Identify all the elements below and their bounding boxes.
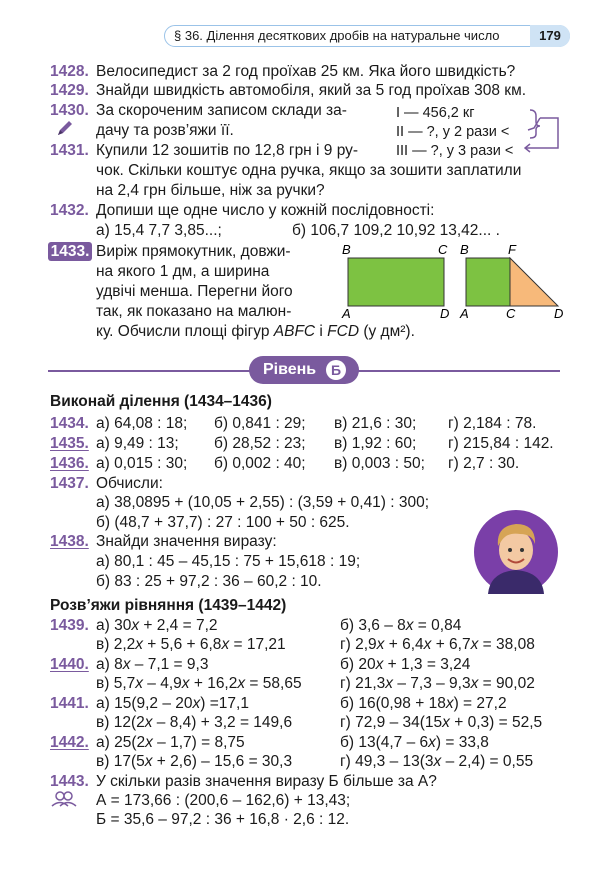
pencil-icon (55, 118, 75, 138)
problem-text: Знайди значення виразу: (96, 533, 277, 550)
equation: г) 49,3 – 13(3x – 2,4) = 0,55 (340, 753, 534, 770)
level-letter: Б (326, 360, 346, 380)
problem-text: удвічі менша. Перегни його (96, 283, 293, 300)
problem-text: Допиши ще одне число у кожній послідовності: (96, 202, 435, 219)
problem-number: 1438. (50, 533, 89, 550)
problem-part: а) 80,1 : 45 – 45,15 : 75 + 15,618 : 19; (96, 553, 361, 570)
equation: б) 13(4,7 – 6x) = 33,8 (340, 734, 489, 751)
equation: в) 17(5x + 2,6) – 15,6 = 30,3 (96, 753, 293, 770)
problem-number: 1440. (50, 656, 89, 673)
equation: б) 20x + 1,3 = 3,24 (340, 656, 471, 673)
problem-part: а) 15,4 7,7 3,85...; (96, 222, 222, 239)
problem-number: 1437. (50, 475, 89, 492)
problem-part: б) 83 : 25 + 97,2 : 36 – 60,2 : 10. (96, 573, 322, 590)
problem-part: г) 2,184 : 78. (448, 415, 537, 432)
equation: а) 30x + 2,4 = 7,2 (96, 617, 218, 634)
problem-part: а) 38,0895 + (10,05 + 2,55) : (3,59 + 0,41) : 300; (96, 494, 430, 511)
problem-number: 1432. (50, 202, 89, 219)
label-d: D (554, 306, 564, 321)
equation: г) 21,3x – 7,3 – 9,3x = 90,02 (340, 675, 535, 692)
problem-part: б) 28,52 : 23; (214, 435, 306, 452)
equation: в) 12(2x – 8,4) + 3,2 = 149,6 (96, 714, 293, 731)
level-badge: Рівень (249, 356, 359, 384)
problem-part: а) 9,49 : 13; (96, 435, 179, 452)
problem-part: а) 64,08 : 18; (96, 415, 188, 432)
section-heading: Виконай ділення (1434–1436) (50, 393, 272, 410)
problem-part: в) 1,92 : 60; (334, 435, 417, 452)
problem-number: 1434. (50, 415, 89, 432)
label-a: A (460, 306, 469, 321)
problem-number: 1441. (50, 695, 89, 712)
problem-part: б) (48,7 + 37,7) : 27 : 100 + 50 : 625. (96, 514, 350, 531)
rectangle-figure (336, 240, 572, 322)
problem-number: 1429. (50, 82, 89, 99)
problem-text: дачу та розв’яжи її. (96, 122, 234, 139)
equation: а) 25(2x – 1,7) = 8,75 (96, 734, 245, 751)
problem-part: б) 0,841 : 29; (214, 415, 306, 432)
expression: Б = 35,6 – 97,2 : 36 + 16,8 · 2,6 : 12. (96, 811, 350, 828)
problem-text: Купили 12 зошитів по 12,8 грн і 9 ру- (96, 142, 359, 159)
boy-portrait (474, 510, 558, 594)
pair-work-icon (50, 790, 78, 808)
page-number: 179 (530, 25, 570, 47)
problem-text: За скороченим записом склади за- (96, 102, 347, 119)
note-line: II — ?, у 2 рази < (396, 124, 510, 140)
label-b: B (460, 242, 469, 257)
expression: А = 173,66 : (200,6 – 162,6) + 13,43; (96, 792, 351, 809)
problem-text: ку. Обчисли площі фігур ABFC і FCD (у дм²). (96, 323, 415, 340)
label-c: C (438, 242, 448, 257)
problem-text: Обчисли: (96, 475, 163, 492)
note-line: III — ?, у 3 рази < (396, 143, 514, 159)
equation: б) 3,6 – 8x = 0,84 (340, 617, 462, 634)
label-a: A (342, 306, 351, 321)
problem-number: 1428. (50, 63, 89, 80)
problem-text: Знайди швидкість автомобіля, який за 5 год проїхав 308 км. (96, 82, 527, 99)
problem-number: 1435. (50, 435, 89, 452)
problem-number: 1442. (50, 734, 89, 751)
note-line: I — 456,2 кг (396, 105, 475, 121)
problem-part: в) 21,6 : 30; (334, 415, 417, 432)
equation: в) 2,2x + 5,6 + 6,8x = 17,21 (96, 636, 286, 653)
problem-number: 1439. (50, 617, 89, 634)
problem-part: г) 215,84 : 142. (448, 435, 554, 452)
equation: а) 15(9,2 – 20x) =17,1 (96, 695, 249, 712)
equation: в) 5,7x – 4,9x + 16,2x = 58,65 (96, 675, 302, 692)
label-c: C (506, 306, 516, 321)
problem-part: б) 106,7 109,2 10,92 13,42... . (292, 222, 500, 239)
section-title: § 36. Ділення десяткових дробів на натуральне число (174, 28, 500, 43)
problem-number: 1436. (50, 455, 89, 472)
label-f: F (508, 242, 516, 257)
equation: г) 72,9 – 34(15x + 0,3) = 52,5 (340, 714, 543, 731)
problem-part: г) 2,7 : 30. (448, 455, 520, 472)
problem-part: в) 0,003 : 50; (334, 455, 425, 472)
problem-text: на 2,4 грн більше, ніж за ручки? (96, 182, 325, 199)
label-b: B (342, 242, 351, 257)
problem-number-boxed: 1433. (48, 242, 92, 261)
equation: б) 16(0,98 + 18x) = 27,2 (340, 695, 507, 712)
problem-text: Велосипедист за 2 год проїхав 25 км. Яка його швидкість? (96, 63, 516, 80)
problem-text: так, як показано на малюн- (96, 303, 292, 320)
problem-part: б) 0,002 : 40; (214, 455, 306, 472)
section-heading: Розв’яжи рівняння (1439–1442) (50, 597, 287, 614)
problem-number: 1431. (50, 142, 89, 159)
equation: а) 8x – 7,1 = 9,3 (96, 656, 209, 673)
problem-number: 1443. (50, 773, 89, 790)
problem-number: 1430. (50, 102, 89, 119)
problem-part: а) 0,015 : 30; (96, 455, 188, 472)
problem-text: чок. Скільки коштує одна ручка, якщо за зошити заплатили (96, 162, 522, 179)
problem-text: на якого 1 дм, а ширина (96, 263, 270, 280)
problem-text: Виріж прямокутник, довжи- (96, 243, 291, 260)
brace-arrows (524, 108, 562, 154)
label-d: D (440, 306, 450, 321)
equation: г) 2,9x + 6,4x + 6,7x = 38,08 (340, 636, 535, 653)
problem-text: У скільки разів значення виразу Б більше за А? (96, 773, 437, 790)
